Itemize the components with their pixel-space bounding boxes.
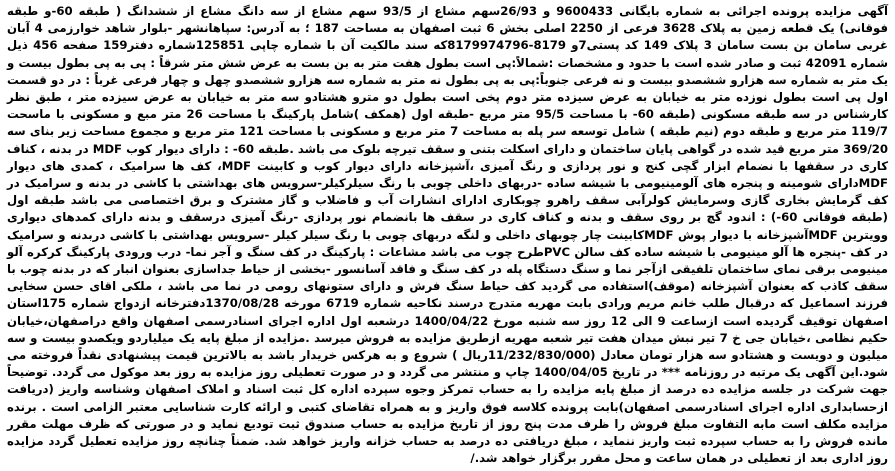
auction-notice-text: آگهی مزایده پرونده اجرائی به شماره بایگانی 9600433 و 26/93سهم مشاع از 93/5 سهم مشاع از سه دانگ مشاع از ششدانگ ( طبقه 60-و طبقه فوقانی) یک قطعه زمین به پلاک 3628 فرعی از 2250 اصلی بخش 6 ثبت اصفهان به مساحت 187 ؛ به آدرس: سپاهانشهر -بلوار شاهد خوارزمی 4 آبان غربی سامان بن بست سامان 3 پلاک 149 کد پستی7و 8179-8179974796که سند مالکیت آن با شماره چاپی 125851شماره دفتر159 صفحه 456 ذیل شماره 42091 ثبت و صادر شده است با حدود و مشخصات :شمالاً:پی است بطول هفت متر به بن بست به عرض شش متر شرقاً : پی به پی بطول بیست و یک متر به شماره سه هزارو ششصدو بیست و نه فرعی جنوباً:پی به پی بطول نه متر به شماره سه هزارو ششصدو چهل و چهار فرعی غرباً : در دو قسمت اول پی است بطول نوزده متر به خیابان به عرض سیزده متر دوم پخی است بطول دو مترو هشتادو سه متر به خیابان به عرض سیزده متر ، طبق نظر کارشناس در سه طبقه مسکونی (طبقه 60- با مساحت 95/5 متر مربع -طبقه اول (همکف )شامل پارکینگ با مساحت 26 متر مبع و مسکونی با ماسحت 119/7 متر مربع و طبقه دوم (نیم طبقه ) شامل توسعه سر پله به مساحت 7 متر مربع و مسکونی با مساحت 121 متر مربع و مجموع مساحت زیر بنای سه 369/20 متر مربع قید شده در گواهی پایان ساختمان و دارای اسکلت بتنی و سقف تیرچه بلوک می باشد .طبقه 60- : دارای دیوار کوب MDF در بدنه ، کناف کاری در سقفها با نضمام ابزار گچی کنج و نور پردازی و رنگ آمیزی ،آشپزخانه دارای دیوار کوب و کابینت MDF، کف ها سرامیک ، کمدی های دیوار MDFدارای شومینه و پنجره های آلومینیومی با شیشه ساده -دربهای داخلی چوبی با رنگ سیلرکیلر-سرویس های بهداشتی با کاشی در بدنه و سرامیک در کف گرمایش بخاری گازی وسرمایش کولرآبی سقف راهرو چوبکاری ادارای انشارات آب و فاضلاب و گاز مشترک و برق اختصاصی می باشد طبقه اول (طبقه فوقانی 60-) : اندود گچ بر روی سقف و بدنه و کناف کاری در سقف ها بانضمام نور پردازی -رنگ آمیزی درسقف و بدنه دارای کمدهای دیواری وویترین MDFآشپزخانه با دیوار پوش MDFکابینت چار چوبهای داخلی و لنگه دربهای چوبی با رنگ سیلر کیلر -سرویس بهداشتی با کاشی دربدنه و سرامیک در کف -پنجره ها آلو مینیومی با شیشه ساده کف سالن PVCطرح چوب می باشد مشاعات : پارکینگ در کف سنگ و آجر نما- درب ورودی پارکینگ کرکره آلو مینیومی برقی نمای ساختمان تلفیقی ازآجر نما و سنگ دستگاه پله در کف سنگ و فاقد آسانسور -بخشی از حیاط جداسازی بعنوان انبار که در بدنه چوب با سقف کاذب که بعنوان آشپزخانه (موقف)استفاده می گردید کف حیاط سنگ فرش و دارای ستونهای رومی در نما می باشد ، ملکی اقای حسن سخایی فرزند اسماعیل که درقبال طلب خانم مریم ورادی بابت مهریه متدرج درسند نکاحیه شماره 6719 مورخه 1370/08/28دفترخانه ازدواج شماره 175استان اصفهان توقیف گردیده است ازساعت 9 الی 12 روز سه شنبه مورخ 1400/04/22 درشعبه اول اداره اجرای اسنادرسمی اصفهان واقع دراصفهان،خیابان حکیم نظامی ،خیابان جی خ 7 تیر نبش میدان هفت تیر شعبه مهریه ازطریق مزایده به فروش میرسد .مزایده از مبلغ پایه یک میلیاردو ویکصدو بیست و سه میلیون و دویست و هشتادو سه هزار تومان معادل (11/232/830/000ریال ) شروع و به هرکس خریدار باشد به بالاترین قیمت پیشنهادی نقداً فروخته می شود.این آگهی یک مرتبه در روزنامه *** در تاریخ 1400/04/05 چاپ و منتشر می گردد و در صورت تعطیلی روز مزایده به روز بعد موکول می گردد. توضیحاً جهت شرکت در جلسه مزایده ده درصد از مبلغ پایه مزایده را به حساب تمرکز وجوه سپرده اداره کل ثبت اسناد و املاک اصفهان وشناسه واریز (دریافت ازحسابداری اداره اجرای اسنادرسمی اصفهان)بابت پرونده کلاسه فوق واریز و به همراه تقاضای کتبی و ارائه کارت شناسایی معتبر الزامی است . برنده مزایده مکلف است مابه التفاوت مبلغ فروش را ظرف مدت پنج روز از تاریخ مزایده به حساب صندوق ثبت تودیع نماید و در صورتی که ظرف مهلت مقرر مانده فروش را به حساب سپرده ثبت واریز ننماید ، مبلغ دریافتی ده درصد به حساب خزانه واریز خواهد شد. ضمناً چنانچه روز مزایده تعطیل گردد مزایده روز اداری بعد از تعطیلی در همان ساعت و محل مقرر برگزار خواهد شد./ [7,4,889,466]
